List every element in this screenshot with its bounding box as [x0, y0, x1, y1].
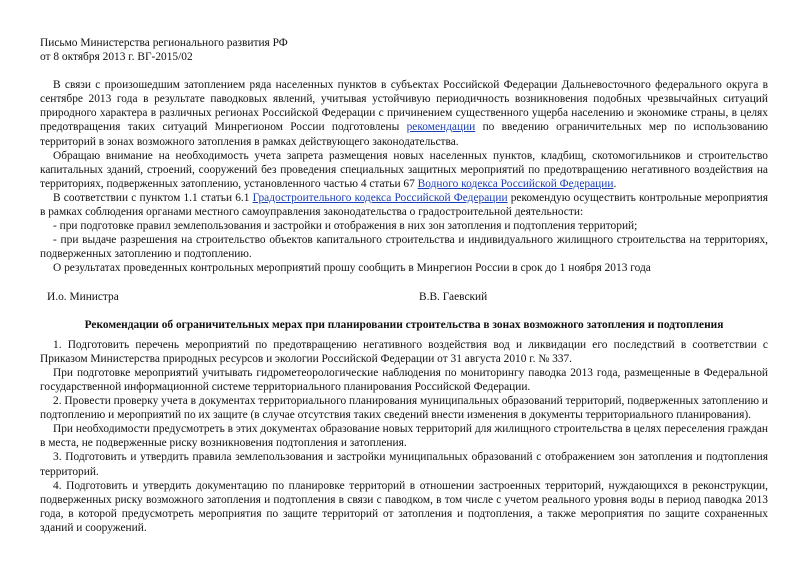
- recommendation-1: 1. Подготовить перечень мероприятий по предотвращению негативного воздействия вод и ликвидации его последствий в соответствии с Приказом Министерства природных ресурсов и экологии Российской Федерации от 31 августа 2010 г. № 337.: [40, 338, 768, 365]
- letter-header: [40, 36, 768, 64]
- signatory-name: В.В. Гаевский: [419, 290, 488, 303]
- recommendation-2-note: При необходимости предусмотреть в этих документах образование новых территорий для жилищного строительства в целях переселения граждан в места, не подверженные риску возникновения подтопления и затопления.: [40, 423, 768, 450]
- recommendations-title: Рекомендации об ограничительных мерах при планировании строительства в зонах возможного затопления и подтопления: [84, 318, 724, 331]
- paragraph-text: В связи с произошедшим затоплением ряда населенных пунктов в субъектах Российской Федерации Дальневосточного федерального округа в сентябре 2013 года в результате паводковых явлений, учитывая устойчивую периодичность возникновения подобных чрезвычайных ситуаций природного характера в различных регионах Российской Федерации с причинением существенного ущерба населению и экономике страны, в целях предотвращения таких ситуаций Минрегионом России подготовлены: [40, 79, 768, 134]
- recommendation-4: 4. Подготовить и утвердить документацию по планировке территорий в отношении застроенных территорий, нуждающихся в реконструкции, подверженных риску возможного затопления и подтопления в связи с паводком, в том числе с учетом реального уровня воды в период паводка 2013 года, в которой предусмотреть мероприятия по защите территорий от затопления и подтопления, а также мероприятия по защите сохраненных зданий и сооружений.: [40, 479, 768, 534]
- water-code-link[interactable]: Водного кодекса Российской Федерации: [417, 177, 614, 190]
- paragraph-text: В соответствии с пунктом 1.1 статьи 6.1: [53, 191, 253, 204]
- paragraph-text: Обращаю внимание на необходимость учета запрета размещения новых населенных пунктов, кладбищ, скотомогильников и строительство капитальных зданий, строений, сооружений без проведения специальных защитных мероприятий по предотвращению негативного воздействия на территориях, подверженных затоплению, установленного частью 4 статьи 67: [40, 149, 768, 190]
- signatory-position: И.о. Министра: [47, 290, 119, 303]
- signature-block: [40, 290, 768, 304]
- paragraph-text: рекомендую осуществить контрольные мероприятия в рамках соблюдения органами местного самоуправления законодательства о градостроительной деятельности:: [40, 191, 768, 219]
- letter-title: Письмо Министерства регионального развития РФ: [40, 37, 288, 49]
- urban-planning-code-link[interactable]: Градостроительного кодекса Российской Федерации: [252, 191, 508, 204]
- letter-paragraph-1: [40, 78, 768, 148]
- recommendation-3: 3. Подготовить и утвердить правила землепользования и застройки муниципальных образований с отображением зон затопления и подтопления территорий.: [40, 451, 768, 478]
- list-item-construction-permits: - при выдаче разрешения на строительство объектов капитального строительства и индивидуального жилищного строительства на территориях, подверженных затоплению и подтоплению.: [40, 234, 768, 261]
- letter-paragraph-4: О результатах проведенных контрольных мероприятий прошу сообщить в Минрегион России в срок до 1 ноября 2013 года: [53, 262, 651, 275]
- letter-paragraph-2: [40, 149, 768, 191]
- letter-date-number: от 8 октября 2013 г. ВГ-2015/02: [40, 51, 193, 64]
- recommendation-2: 2. Провести проверку учета в документах территориального планирования муниципальных образований территорий, подверженных затоплению и подтоплению и мероприятий по их защите (в случае отсутствия таких сведений внести изменения в документы территориального планирования).: [40, 395, 768, 422]
- recommendation-1-note: При подготовке мероприятий учитывать гидрометеорологические наблюдения по мониторингу паводка 2013 года, размещенные в Федеральной государственной информационной системе территориального планирования Российской Федерации.: [40, 366, 768, 393]
- paragraph-text: по введению ограничительных мер по использованию территорий в зонах возможного затопления в рамках действующего законодательства.: [40, 121, 768, 148]
- paragraph-text: .: [613, 177, 617, 190]
- recommendations-link[interactable]: рекомендации: [406, 121, 476, 134]
- recommendations-section: [40, 318, 768, 535]
- letter-paragraph-3: [40, 191, 768, 219]
- document-page: [40, 36, 768, 535]
- list-item-land-use-rules: - при подготовке правил землепользования и застройки и отображения в них зон затопления и подтопления территорий;: [53, 220, 638, 233]
- letter-body: [40, 78, 768, 275]
